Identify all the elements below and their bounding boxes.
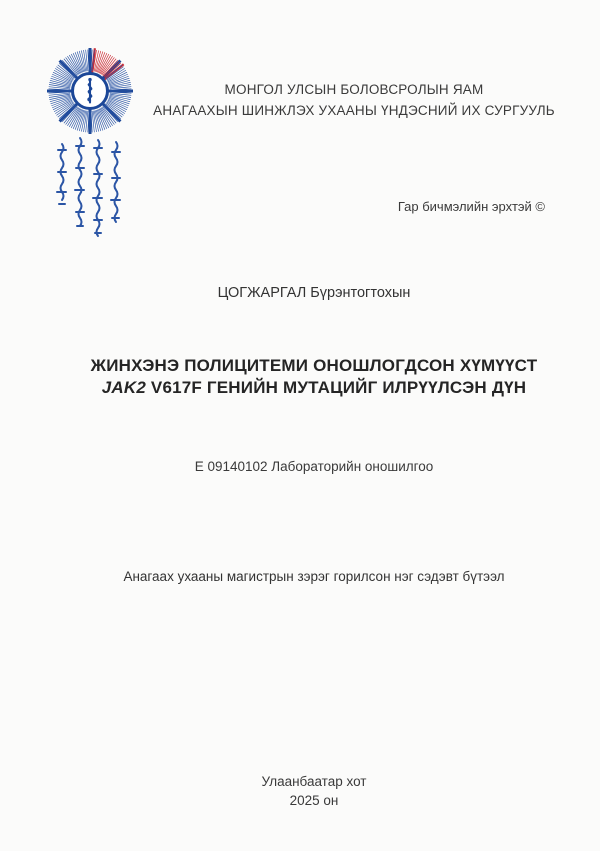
university-name: АНАГААХЫН ШИНЖЛЭХ УХААНЫ ҮНДЭСНИЙ ИХ СУРГУУЛЬ bbox=[153, 103, 555, 118]
thesis-title-line2-rest: V617F ГЕНИЙН МУТАЦИЙГ ИЛРҮҮЛСЭН ДҮН bbox=[145, 378, 527, 397]
degree-statement: Анагаах ухааны магистрын зэрэг горилсон нэг сэдэвт бүтээл bbox=[123, 569, 505, 584]
copyright-notice: Гар бичмэлийн эрхтэй © bbox=[397, 199, 545, 214]
year-line: 2025 он bbox=[289, 793, 339, 808]
title-page-content bbox=[28, 0, 600, 851]
program-code: Е 09140102 Лабораторийн оношилгоо bbox=[194, 459, 434, 474]
gene-name-italic: JAK2 bbox=[101, 378, 146, 397]
thesis-title-line2 bbox=[28, 377, 600, 399]
thesis-title-line1: ЖИНХЭНЭ ПОЛИЦИТЕМИ ОНОШЛОГДСОН ХҮМҮҮСТ bbox=[90, 356, 538, 375]
imprint bbox=[28, 772, 600, 810]
city-line: Улаанбаатар хот bbox=[261, 774, 367, 789]
ministry-name: МОНГОЛ УЛСЫН БОЛОВСРОЛЫН ЯАМ bbox=[224, 82, 484, 97]
author-name: ЦОГЖАРГАЛ Бүрэнтогтохын bbox=[217, 285, 411, 301]
thesis-title bbox=[28, 355, 600, 399]
